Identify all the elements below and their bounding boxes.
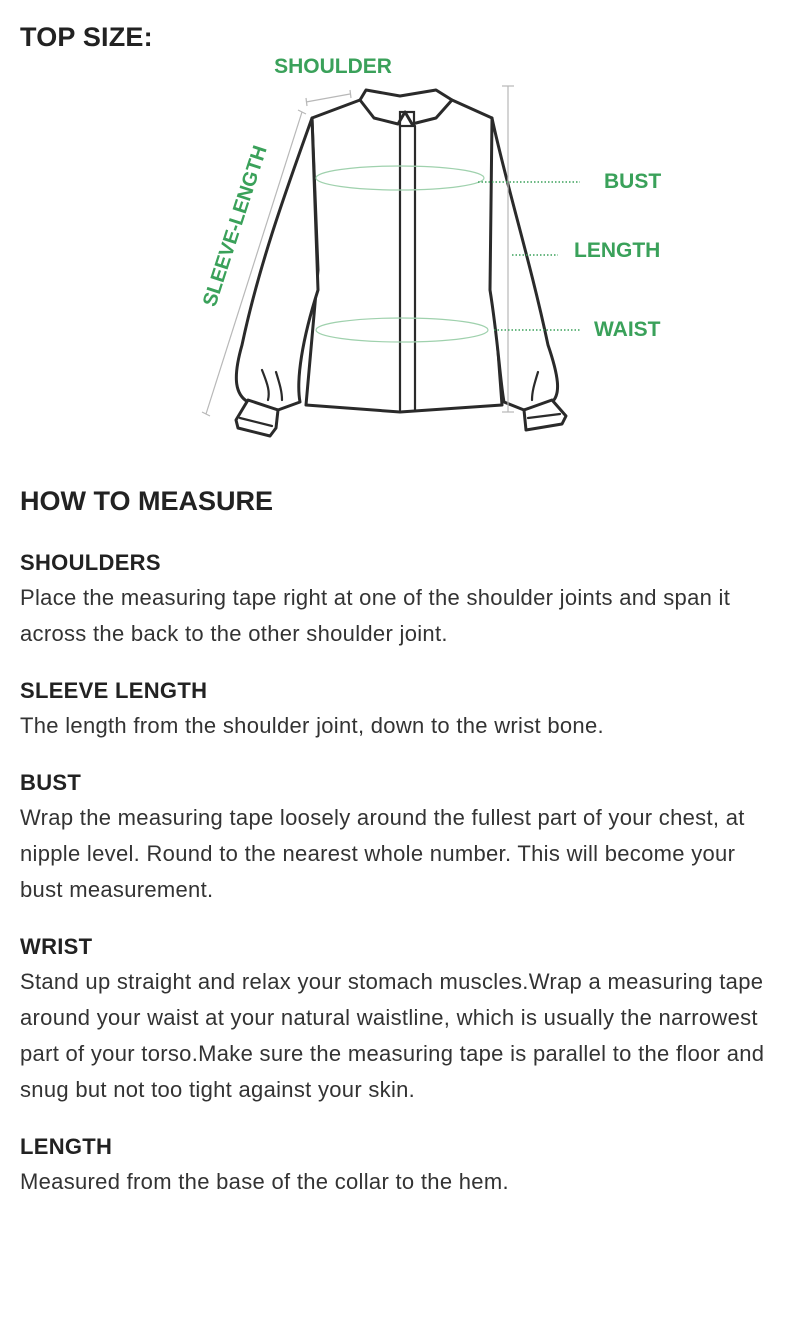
instruction-text: Stand up straight and relax your stomach muscles.Wrap a measuring tape around your waist at your natural waistline, which is usually the narrowest part of your torso.Make sure the measuring tape is parallel to the floor and snug but not too tight against your skin. bbox=[20, 969, 765, 1102]
measure-instructions bbox=[20, 548, 780, 1224]
bust-label: BUST bbox=[604, 170, 662, 193]
instruction-text: Place the measuring tape right at one of the shoulder joints and span it across the back to the other shoulder joint. bbox=[20, 585, 731, 646]
length-label: LENGTH bbox=[574, 239, 661, 262]
instruction-wrist bbox=[20, 932, 780, 1108]
instruction-text: Wrap the measuring tape loosely around the fullest part of your chest, at nipple level. Round to the nearest whole number. This will become your bust measurement. bbox=[20, 805, 745, 902]
instruction-heading: SHOULDERS bbox=[20, 550, 161, 575]
waist-label: WAIST bbox=[594, 318, 661, 341]
instruction-text: The length from the shoulder joint, down to the wrist bone. bbox=[20, 713, 604, 738]
instruction-heading: WRIST bbox=[20, 934, 93, 959]
instruction-text: Measured from the base of the collar to the hem. bbox=[20, 1169, 509, 1194]
instruction-heading: LENGTH bbox=[20, 1134, 113, 1159]
shirt-measurement-diagram bbox=[0, 0, 800, 460]
top-size-title: TOP SIZE: bbox=[20, 22, 153, 52]
instruction-sleeve-length bbox=[20, 676, 780, 744]
instruction-bust bbox=[20, 768, 780, 908]
shoulder-label: SHOULDER bbox=[274, 55, 392, 78]
instruction-length bbox=[20, 1132, 780, 1200]
instruction-heading: BUST bbox=[20, 770, 82, 795]
instruction-heading: SLEEVE LENGTH bbox=[20, 678, 208, 703]
sleeve-length-label: SLEEVE-LENGTH bbox=[198, 142, 272, 310]
instruction-shoulders bbox=[20, 548, 780, 652]
how-to-measure-title: HOW TO MEASURE bbox=[20, 486, 274, 516]
